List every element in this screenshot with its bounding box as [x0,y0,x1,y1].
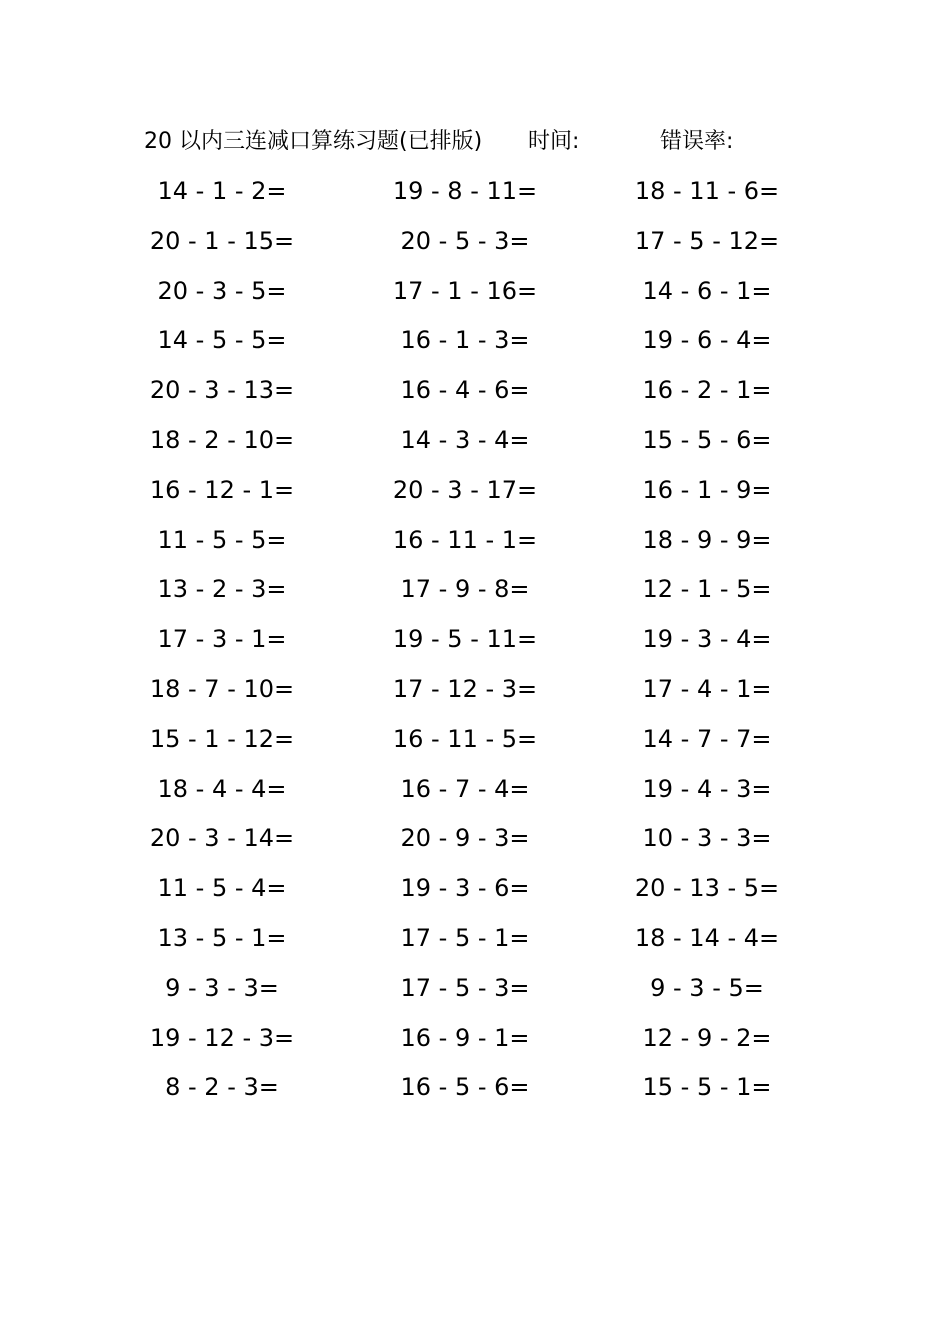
math-problem: 16 - 11 - 5= [392,724,538,753]
problem-row [0,967,950,1017]
math-problem: 20 - 3 - 13= [149,376,295,405]
math-problem: 14 - 5 - 5= [157,326,287,355]
math-problem: 11 - 5 - 4= [157,874,287,903]
math-problem: 16 - 2 - 1= [642,376,772,405]
math-problem: 11 - 5 - 5= [157,525,287,554]
math-problem: 18 - 14 - 4= [634,923,780,952]
math-problem: 16 - 7 - 4= [400,774,530,803]
math-problem: 19 - 8 - 11= [392,177,538,205]
math-problem: 14 - 1 - 2= [157,177,287,205]
problem-row [0,618,950,668]
problem-row [0,817,950,867]
error-rate-label: 错误率: [660,129,734,154]
math-problem: 17 - 5 - 3= [400,973,530,1002]
math-problem: 19 - 4 - 3= [642,774,772,803]
math-problem: 12 - 9 - 2= [642,1023,772,1052]
problem-row [0,668,950,718]
math-problem: 18 - 11 - 6= [634,177,780,205]
problem-row [0,1017,950,1067]
math-problem: 17 - 4 - 1= [642,674,772,703]
math-problem: 20 - 3 - 17= [392,475,538,504]
math-problem: 14 - 3 - 4= [400,425,530,454]
problem-row [0,867,950,917]
problem-row [0,369,950,419]
math-problem: 16 - 11 - 1= [392,525,538,554]
time-label: 时间: [528,129,580,154]
math-problem: 20 - 3 - 5= [157,276,287,305]
problem-row [0,270,950,320]
math-problem: 16 - 12 - 1= [149,475,295,504]
math-problem: 15 - 1 - 12= [149,724,295,753]
math-problem: 9 - 3 - 3= [165,973,279,1002]
problem-row [0,319,950,369]
math-problem: 13 - 2 - 3= [157,575,287,604]
math-problem: 10 - 3 - 3= [642,824,772,853]
math-problem: 8 - 2 - 3= [165,1073,279,1102]
problem-grid [0,170,950,1116]
math-problem: 15 - 5 - 6= [642,425,772,454]
math-problem: 17 - 5 - 1= [400,923,530,952]
math-problem: 18 - 7 - 10= [149,674,295,703]
math-problem: 19 - 3 - 6= [400,874,530,903]
math-problem: 12 - 1 - 5= [642,575,772,604]
math-problem: 18 - 4 - 4= [157,774,287,803]
problem-row [0,519,950,569]
math-problem: 20 - 5 - 3= [400,226,530,255]
math-problem: 19 - 5 - 11= [392,625,538,654]
math-problem: 16 - 1 - 3= [400,326,530,355]
math-problem: 20 - 1 - 15= [149,226,295,255]
math-problem: 19 - 12 - 3= [149,1023,295,1052]
problem-row [0,220,950,270]
math-problem: 9 - 3 - 5= [650,973,764,1002]
problem-row [0,768,950,818]
problem-row [0,568,950,618]
problem-row [0,718,950,768]
math-problem: 19 - 6 - 4= [642,326,772,355]
problem-row [0,419,950,469]
worksheet-title: 20 以内三连减口算练习题(已排版) [144,129,483,154]
problem-row [0,170,950,220]
math-problem: 14 - 7 - 7= [642,724,772,753]
math-problem: 13 - 5 - 1= [157,923,287,952]
math-problem: 20 - 13 - 5= [634,874,780,903]
math-problem: 17 - 1 - 16= [392,276,538,305]
math-problem: 17 - 3 - 1= [157,625,287,654]
math-problem: 14 - 6 - 1= [642,276,772,305]
math-problem: 16 - 4 - 6= [400,376,530,405]
problem-row [0,469,950,519]
math-problem: 18 - 9 - 9= [642,525,772,554]
math-problem: 16 - 1 - 9= [642,475,772,504]
math-problem: 18 - 2 - 10= [149,425,295,454]
math-problem: 16 - 5 - 6= [400,1073,530,1102]
math-problem: 20 - 3 - 14= [149,824,295,853]
math-problem: 17 - 12 - 3= [392,674,538,703]
problem-row [0,917,950,967]
math-problem: 17 - 5 - 12= [634,226,780,255]
math-problem: 15 - 5 - 1= [642,1073,772,1102]
math-problem: 20 - 9 - 3= [400,824,530,853]
math-problem: 19 - 3 - 4= [642,625,772,654]
math-problem: 17 - 9 - 8= [400,575,530,604]
problem-row [0,1066,950,1116]
math-problem: 16 - 9 - 1= [400,1023,530,1052]
